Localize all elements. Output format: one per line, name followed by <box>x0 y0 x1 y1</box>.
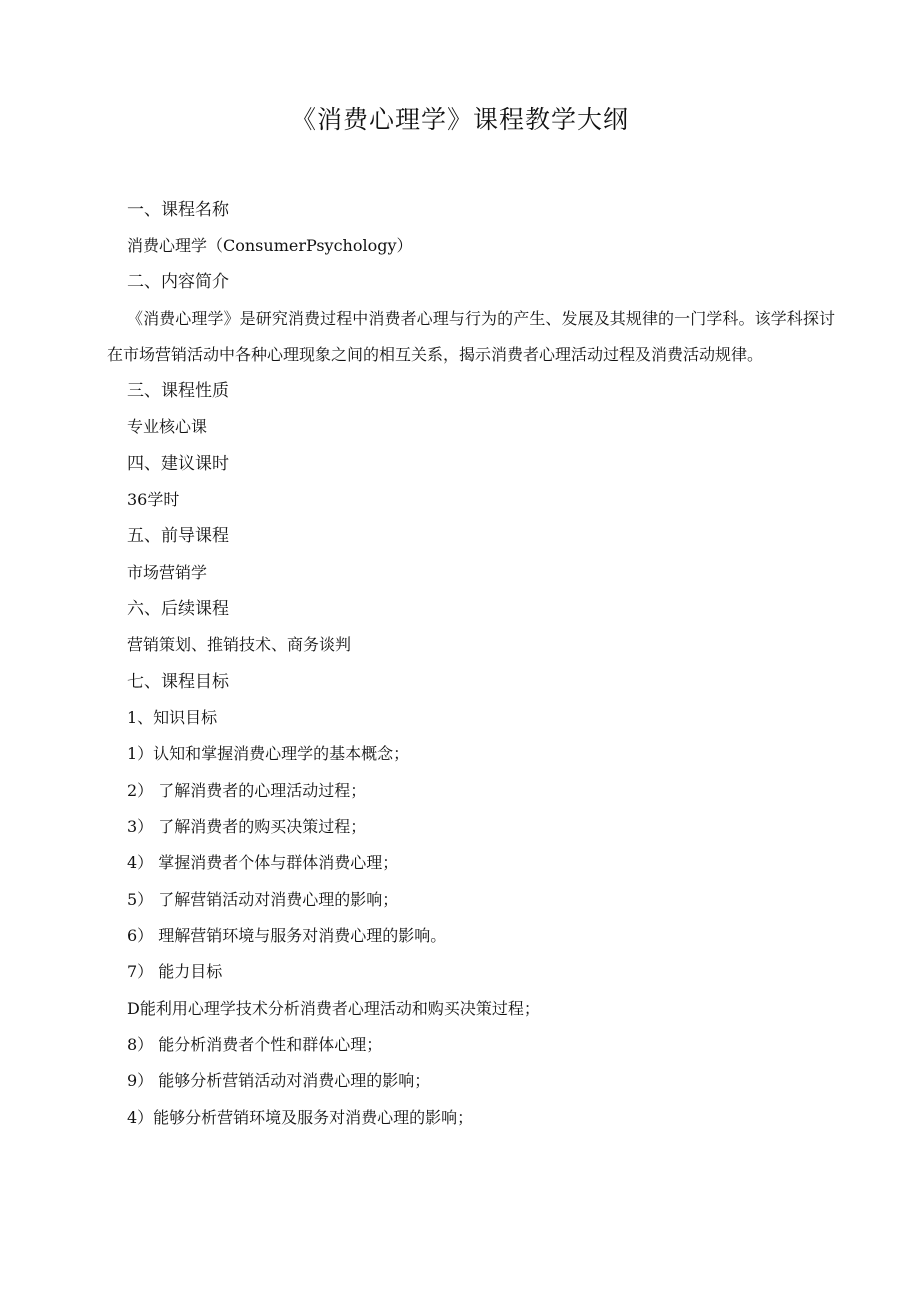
section-heading-goals: 七、课程目标 <box>127 672 229 692</box>
section-heading-nature: 三、课程性质 <box>127 381 229 401</box>
prerequisite-value: 市场营销学 <box>127 563 208 582</box>
section-heading-course-name: 一、课程名称 <box>127 200 229 220</box>
section-heading-hours: 四、建议课时 <box>127 454 229 474</box>
course-name-value: 消费心理学（ConsumerPsychology） <box>127 236 413 255</box>
list-item: 4） 掌握消费者个体与群体消费心理； <box>127 853 399 872</box>
ability-goals-heading: 7） 能力目标 <box>127 962 223 981</box>
list-item: 8） 能分析消费者个性和群体心理； <box>127 1035 383 1054</box>
course-nature-value: 专业核心课 <box>127 417 208 436</box>
section-heading-intro: 二、内容简介 <box>127 272 229 292</box>
list-item: 2） 了解消费者的心理活动过程； <box>127 781 367 800</box>
section-heading-prerequisite: 五、前导课程 <box>127 526 229 546</box>
list-item: 4）能够分析营销环境及服务对消费心理的影响； <box>127 1108 474 1127</box>
knowledge-goals-heading: 1、知识目标 <box>127 708 218 727</box>
list-item: 3） 了解消费者的购买决策过程； <box>127 817 367 836</box>
document-title: 《消费心理学》课程教学大纲 <box>290 105 629 134</box>
list-item: D能利用心理学技术分析消费者心理活动和购买决策过程； <box>127 999 540 1018</box>
list-item: 6） 理解营销环境与服务对消费心理的影响。 <box>127 926 447 945</box>
course-hours-value: 36学时 <box>127 490 180 509</box>
intro-paragraph: 《消费心理学》是研究消费过程中消费者心理与行为的产生、发展及其规律的一门学科。该学科探讨在市场营销活动中各种心理现象之间的相互关系，揭示消费者心理活动过程及消费活动规律。 <box>107 309 835 364</box>
followup-value: 营销策划、推销技术、商务谈判 <box>127 635 352 654</box>
section-heading-followup: 六、后续课程 <box>127 599 229 619</box>
list-item: 5） 了解营销活动对消费心理的影响； <box>127 890 399 909</box>
list-item: 1）认知和掌握消费心理学的基本概念； <box>127 744 410 763</box>
list-item: 9） 能够分析营销活动对消费心理的影响； <box>127 1071 431 1090</box>
